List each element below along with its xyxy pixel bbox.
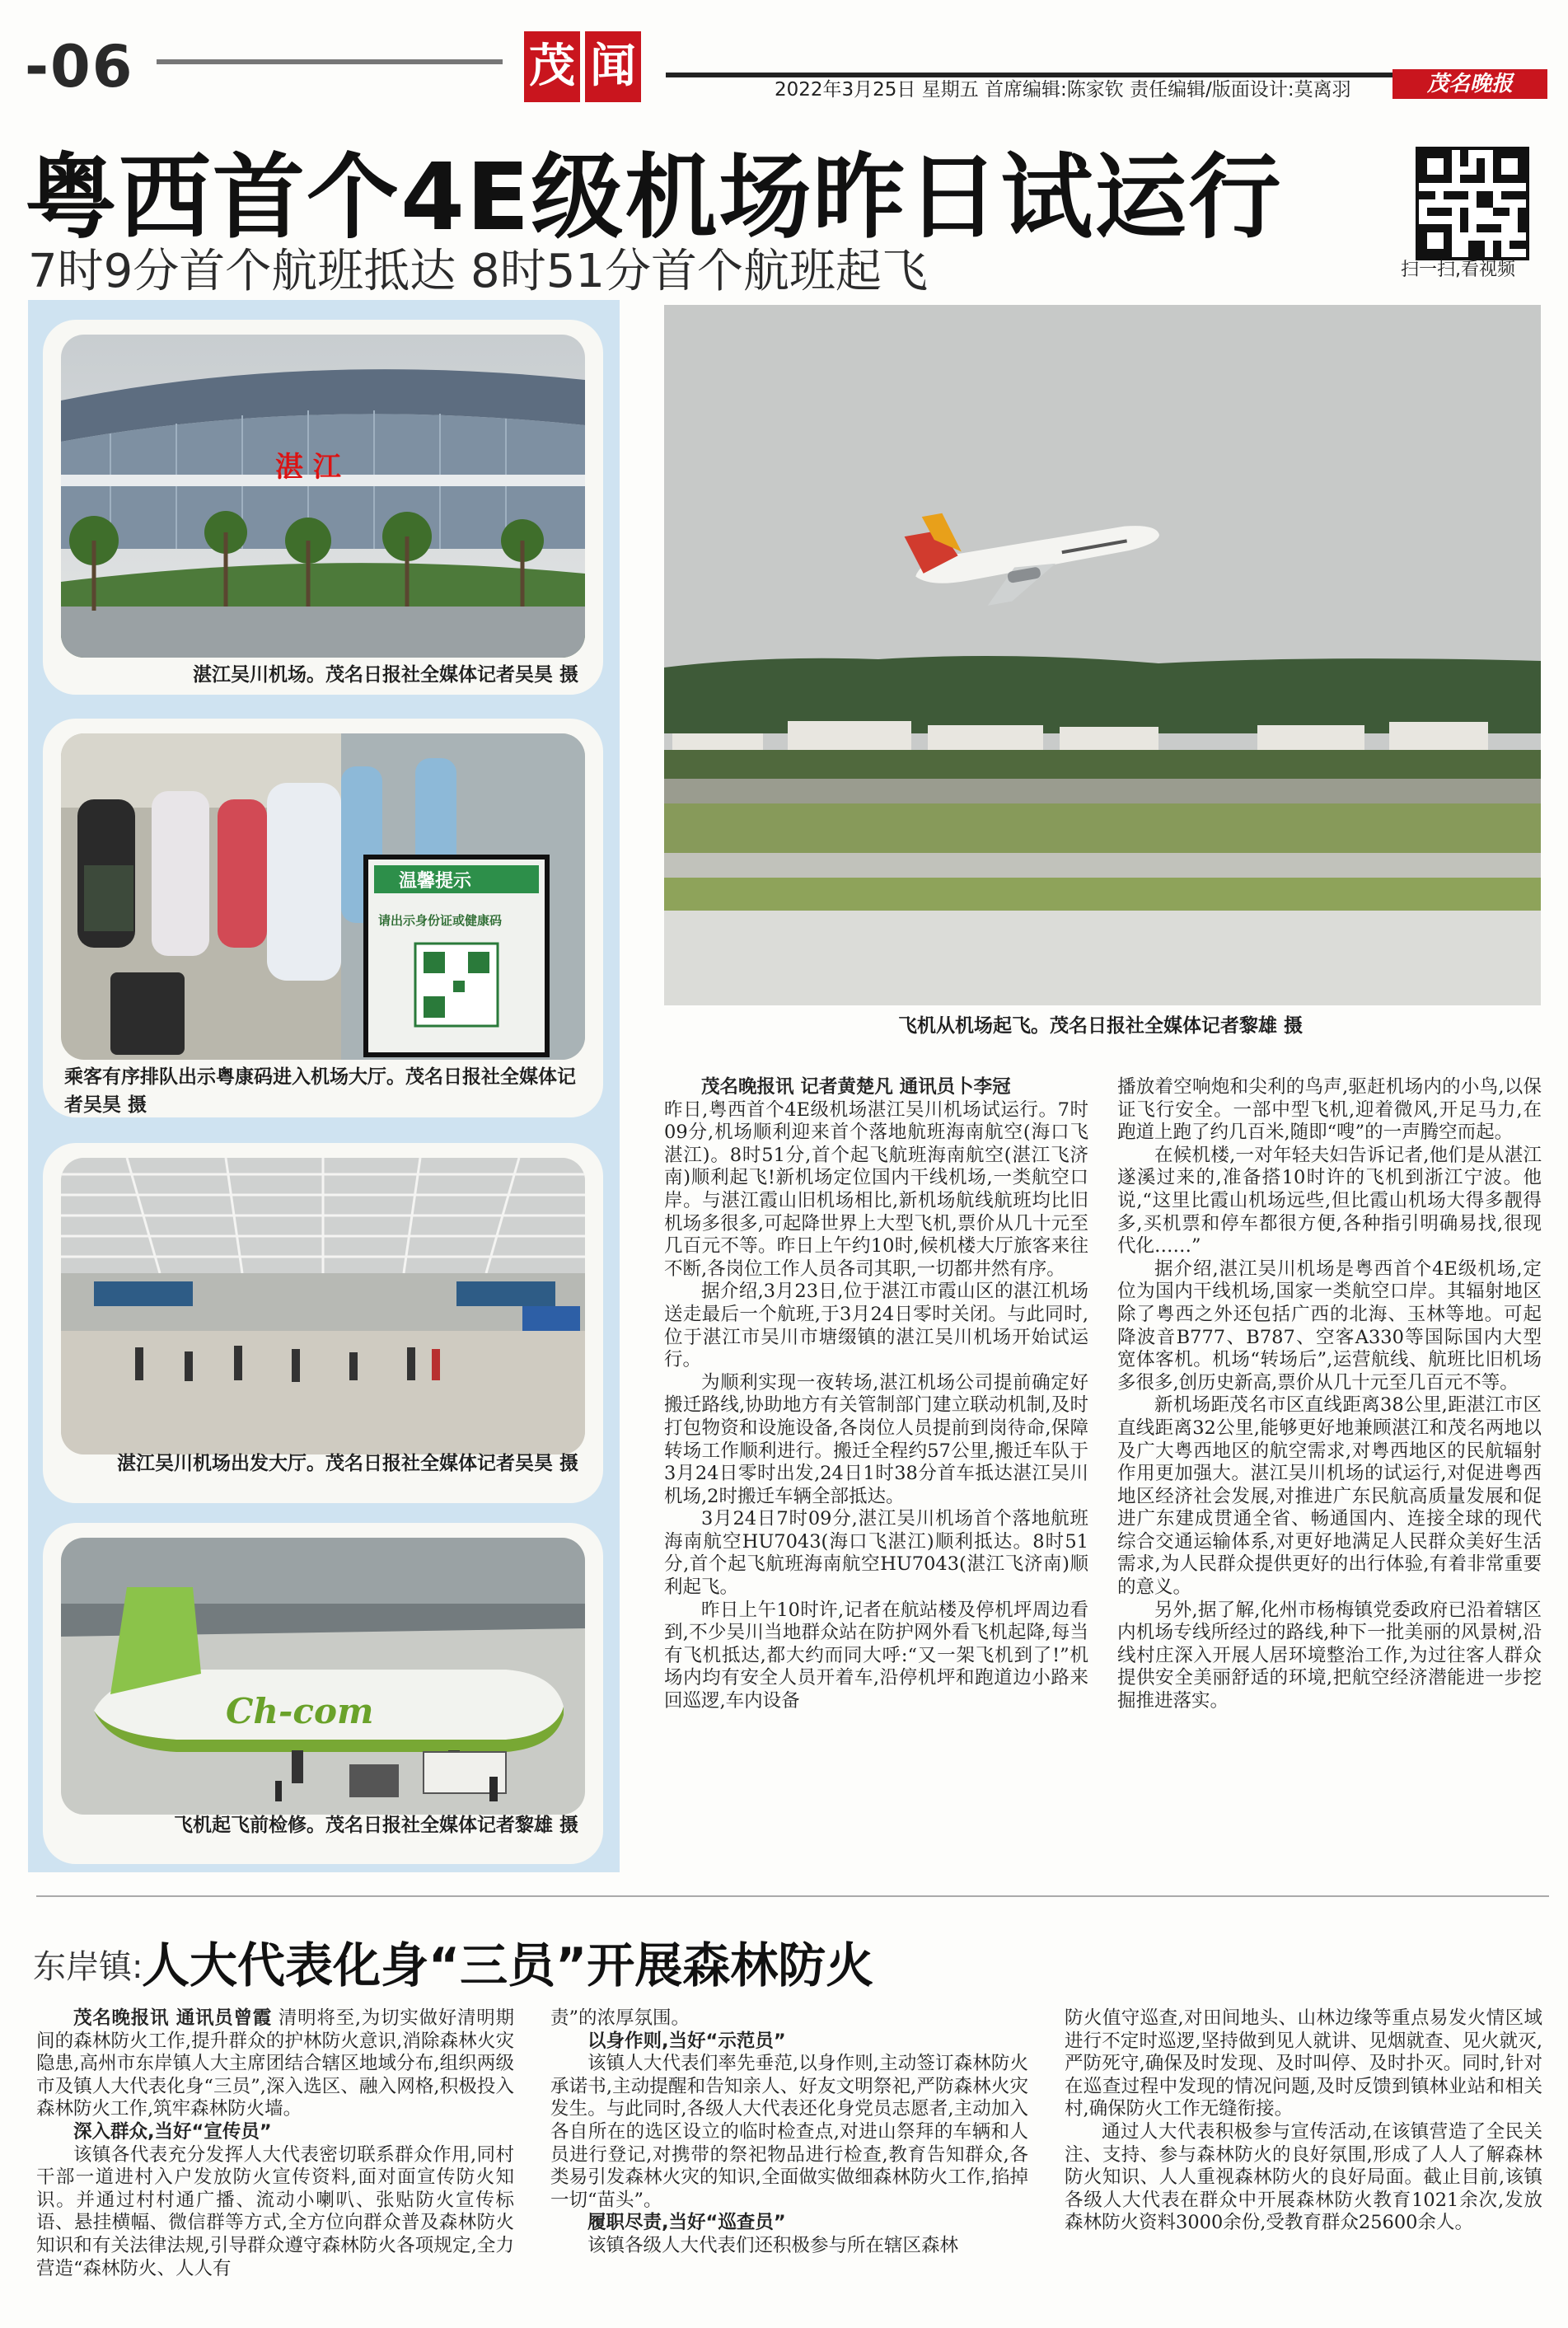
terminal-photo <box>61 335 585 658</box>
column-badge <box>524 31 648 102</box>
article-byline: 茂名晚报讯 通讯员曾霞 <box>73 2007 273 2029</box>
article-paragraph: 在候机楼,一对年轻夫妇告诉记者,他们是从湛江遂溪过来的,准备搭10时许的飞机到浙江宁波。他说,“这里比霞山机场远些,但比霞山机场大得多靓得多,买机票和停车都很方便,各种指引明确易找,很现代化……” <box>1117 1144 1542 1258</box>
article-paragraph: 通过人大代表积极参与宣传活动,在该镇营造了全民关注、支持、参与森林防火的良好氛围,形成了人人了解森林防火知识、人人重视森林防火的良好局面。截止目前,该镇各级人大代表在群众中开展森林防火教育1021余次,发放森林防火资料3000余份,受教育群众25600余人。 <box>1065 2120 1542 2234</box>
maintenance-photo <box>61 1538 585 1815</box>
article-paragraph: 责”的浓厚氛围。 <box>550 2007 690 2029</box>
article-paragraph: 清明将至,为切实做好清明期间的森林防火工作,提升群众的护林防火意识,消除森林火灾隐患,高州市东岸镇人大主席团结合辖区地域分布,组织两级市及镇人大代表化身“三员”,深入选区、融入网格,积极投入森林防火工作,筑牢森林防火墙。 <box>36 2007 514 2120</box>
article-byline: 茂名晚报讯 记者黄楚凡 通讯员卜李冠 <box>701 1076 1011 1098</box>
photo-panel <box>28 300 620 1872</box>
qr-caption: 扫一扫,看视频 <box>1401 260 1515 280</box>
section-title: 人大代表化身“三员”开展森林防火 <box>142 1937 874 1993</box>
photo-caption: 飞机从机场起飞。茂名日报社全媒体记者黎雄 摄 <box>898 1015 1304 1037</box>
article-paragraph: 另外,据了解,化州市杨梅镇党委政府已沿着辖区内机场专线所经过的路线,种下一批美丽的风景树,沿线村庄深入开展人居环境整治工作,为过往客人群众提供安全美丽舒适的环境,把航空经济潜能进一步挖掘推进落实。 <box>1117 1599 1542 1712</box>
article-column <box>1117 1076 1542 1713</box>
photo-caption: 湛江吴川机场。茂名日报社全媒体记者吴昊 摄 <box>192 664 578 686</box>
section-kicker: 东岸镇: <box>33 1948 143 1986</box>
article-paragraph: 新机场距茂名市区直线距离38公里,距湛江市区直线距离32公里,能够更好地兼顾湛江和茂名两地以及广大粤西地区的航空需求,对粤西地区的民航辐射作用更加强大。湛江吴川机场的试运行,对促进粤西地区经济社会发展,对推进广东民航高质量发展和促进广东建成贯通全省、畅通国内、连接全球的现代综合交通运输体系,对更好地满足人民群众美好生活需求,为人民群众提供更好的出行体验,有着非常重要的意义。 <box>1117 1394 1542 1599</box>
terminal-sign: 湛 江 <box>275 451 341 484</box>
subheading: 以身作则,当好“示范员” <box>587 2030 786 2052</box>
column-badge-char: 闻 <box>585 31 641 102</box>
takeoff-photo <box>664 305 1541 1005</box>
subheading: 深入群众,当好“宣传员” <box>73 2120 272 2143</box>
section-divider <box>36 1895 1549 1897</box>
photo-caption: 飞机起飞前检修。茂名日报社全媒体记者黎雄 摄 <box>173 1815 578 1836</box>
article-column <box>36 2007 514 2280</box>
photo-card-terminal <box>43 320 603 695</box>
header-rule-left <box>157 59 503 64</box>
paper-logo: 茂名晚报 <box>1392 69 1547 99</box>
article-paragraph: 为顺利实现一夜转场,湛江机场公司提前确定好搬迁路线,协助地方有关管制部门建立联动机制,及时打包物资和设施设备,各岗位人员提前到岗待命,保障转场工作顺利进行。搬迁全程约57公里,搬迁车队于3月24日零时出发,24日1时38分首车抵达湛江吴川机场,2时搬迁车辆全部抵达。 <box>664 1371 1088 1507</box>
article-column <box>550 2007 1028 2258</box>
photo-card-hall <box>43 1143 603 1503</box>
qr-code-icon[interactable] <box>1416 147 1529 260</box>
queue-photo <box>61 733 585 1060</box>
article-paragraph: 据介绍,3月23日,位于湛江市霞山区的湛江机场送走最后一个航班,于3月24日零时关闭。与此同时,位于湛江市吴川市塘缀镇的湛江吴川机场开始试运行。 <box>664 1281 1088 1371</box>
article-paragraph: 昨日上午10时许,记者在航站楼及停机坪周边看到,不少吴川当地群众站在防护网外看飞机起降,每当有飞机抵达,都大约而同大呼:“又一架飞机到了!”机场内均有安全人员开着车,沿停机坪和跑道边小路来回巡逻,车内设备 <box>664 1599 1088 1712</box>
photo-caption: 乘客有序排队出示粤康码进入机场大厅。茂名日报社全媒体记者吴昊 摄 <box>64 1066 576 1116</box>
notice-text: 请出示身份证或健康码 <box>378 913 503 928</box>
page-subtitle: 7时9分首个航班抵达 8时51分首个航班起飞 <box>28 245 928 298</box>
article-paragraph: 防火值守巡查,对田间地头、山林边缘等重点易发火情区域进行不定时巡逻,坚持做到见人就讲、见烟就查、见火就灭,严防死守,确保及时发现、及时叫停、及时扑灭。同时,针对在巡查过程中发现的情况问题,及时反馈到镇林业站和相关村,确保防火工作无缝衔接。 <box>1065 2007 1542 2120</box>
page-title: 粤西首个4E级机场昨日试运行 <box>25 144 1283 251</box>
article-paragraph: 该镇人大代表们率先垂范,以身作则,主动签订森林防火承诺书,主动提醒和告知亲人、好友文明祭祀,严防森林火灾发生。与此同时,各级人大代表还化身党员志愿者,主动加入各自所在的选区设立的临时检查点,对进山祭拜的车辆和人员进行登记,对携带的祭祀物品进行检查,教育告知群众,各类易引发森林火灾的知识,全面做实做细森林防火工作,掐掉一切“苗头”。 <box>550 2053 1028 2211</box>
article-paragraph: 该镇各代表充分发挥人大代表密切联系群众作用,同村干部一道进村入户发放防火宣传资料,面对面宣传防火知识。并通过村村通广播、流动小喇叭、张贴防火宣传标语、悬挂横幅、微信群等方式,全方位向群众普及森林防火知识和有关法律法规,引导群众遵守森林防火各项规定,全力营造“森林防火、人人有 <box>36 2143 514 2279</box>
article-column <box>664 1076 1088 1713</box>
photo-card-queue <box>43 719 603 1117</box>
article-paragraph: 该镇各级人大代表们还积极参与所在辖区森林 <box>587 2234 959 2256</box>
notice-title: 温馨提示 <box>399 871 472 892</box>
article-paragraph: 播放着空响炮和尖利的鸟声,驱赶机场内的小鸟,以保证飞行安全。一部中型飞机,迎着微风,开足马力,在跑道上跑了约几百米,随即“嗖”的一声腾空而起。 <box>1117 1076 1542 1144</box>
photo-caption: 湛江吴川机场出发大厅。茂名日报社全媒体记者吴昊 摄 <box>116 1453 578 1474</box>
article-paragraph: 3月24日7时09分,湛江吴川机场首个落地航班海南航空HU7043(海口飞湛江)顺利抵达。8时51分,首个起飞航班海南航空HU7043(湛江飞济南)顺利起飞。 <box>664 1508 1088 1599</box>
article-paragraph: 据介绍,湛江吴川机场是粤西首个4E级机场,定位为国内干线机场,国家一类航空口岸。其辐射地区除了粤西之外还包括广西的北海、玉林等地。可起降波音B777、B787、空客A330等国际国内大型宽体客机。机场“转场后”,运营航线、航班比旧机场多很多,创历史新高,票价从几十元至几百元不等。 <box>1117 1258 1542 1394</box>
column-badge-char: 茂 <box>524 31 580 102</box>
issue-info: 2022年3月25日 星期五 首席编辑:陈家钦 责任编辑/版面设计:莫离羽 <box>775 79 1351 101</box>
plane-logo: Ch-com <box>226 1691 374 1731</box>
subheading: 履职尽责,当好“巡查员” <box>587 2212 786 2234</box>
hall-photo <box>61 1158 585 1454</box>
article-column <box>1065 2007 1542 2235</box>
page-number: -06 <box>25 33 134 101</box>
photo-card-maintenance <box>43 1523 603 1864</box>
article-paragraph: 昨日,粤西首个4E级机场湛江吴川机场试运行。7时09分,机场顺利迎来首个落地航班海南航空(海口飞湛江)。8时51分,首个起飞航班海南航空(湛江飞济南)顺利起飞!新机场定位国内干线机场,一类航空口岸。与湛江霞山旧机场相比,新机场航线航班均比旧机场多很多,可起降世界上大型飞机,票价从几十元至几百元不等。昨日上午约10时,候机楼大厅旅客来往不断,各岗位工作人员各司其职,一切都井然有序。 <box>664 1098 1088 1280</box>
